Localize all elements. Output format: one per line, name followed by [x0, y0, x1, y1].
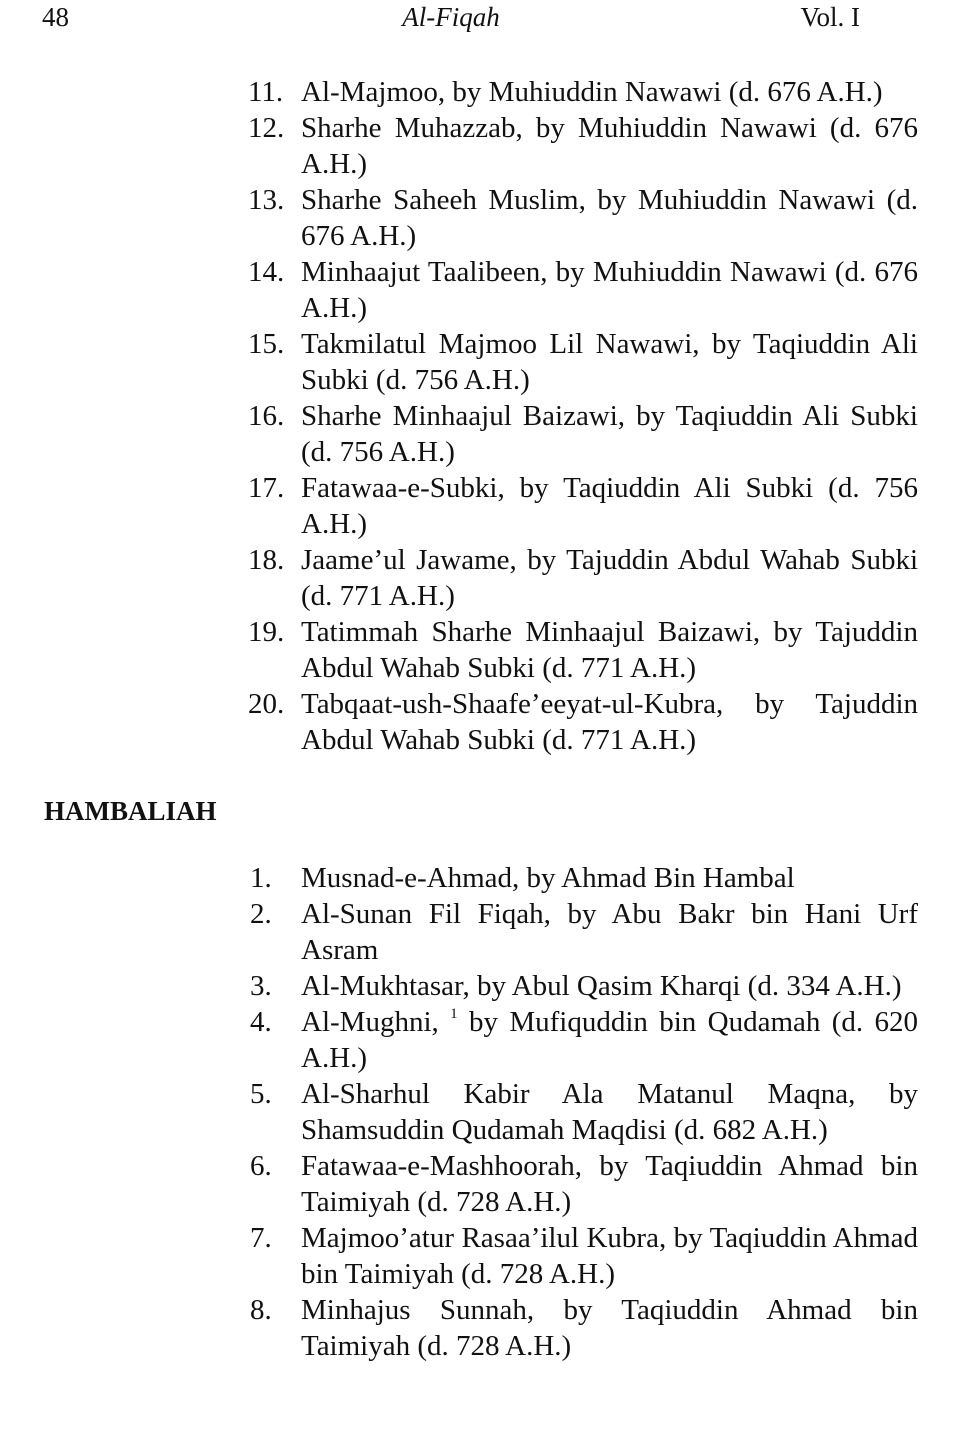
list-item [248, 614, 918, 686]
item-text: Sharhe Minhaajul Baizawi, by Taqiuddin Ali Subki (d. 756 A.H.) [301, 400, 918, 468]
item-number: 7. [250, 1222, 272, 1254]
list-item [248, 470, 918, 542]
item-number: 5. [250, 1078, 272, 1110]
item-text: Al-Majmoo, by Muhiuddin Nawawi (d. 676 A.H.) [301, 76, 883, 108]
item-number: 17. [248, 472, 285, 504]
item-number: 11. [248, 76, 284, 108]
item-number: 3. [250, 970, 272, 1002]
list-item [248, 398, 918, 470]
list-item [248, 254, 918, 326]
item-text-before: Al-Mughni, [301, 1006, 439, 1038]
list-item [248, 968, 918, 1004]
item-text: Majmoo’atur Rasaa’ilul Kubra, by Taqiuddin Ahmad bin Taimiyah (d. 728 A.H.) [301, 1222, 918, 1290]
item-text: Minhajus Sunnah, by Taqiuddin Ahmad bin Taimiyah (d. 728 A.H.) [301, 1294, 918, 1362]
list-item [248, 1076, 918, 1148]
list-item [248, 860, 918, 896]
list-item [248, 110, 918, 182]
list-item [248, 326, 918, 398]
item-text: Al-Sunan Fil Fiqah, by Abu Bakr bin Hani Urf Asram [301, 898, 918, 966]
item-number: 14. [248, 256, 285, 288]
item-number: 1. [250, 862, 272, 894]
list-item [248, 896, 918, 968]
item-number: 15. [248, 328, 285, 360]
item-number: 2. [250, 898, 272, 930]
item-text: Al-Mukhtasar, by Abul Qasim Kharqi (d. 334 A.H.) [301, 970, 902, 1002]
running-title: Al-Fiqah [402, 2, 500, 32]
item-text: Sharhe Saheeh Muslim, by Muhiuddin Nawawi (d. 676 A.H.) [301, 184, 918, 252]
page-number: 48 [42, 2, 69, 32]
list-item [248, 74, 918, 110]
item-text: Sharhe Muhazzab, by Muhiuddin Nawawi (d. 676 A.H.) [301, 112, 918, 180]
list-item [248, 1220, 918, 1292]
item-number: 8. [250, 1294, 272, 1326]
list-item [248, 1148, 918, 1220]
list-item [248, 1292, 918, 1364]
item-text: Tabqaat-ush-Shaafe’eeyat-ul-Kubra, by Tajuddin Abdul Wahab Subki (d. 771 A.H.) [301, 688, 918, 756]
item-number: 4. [250, 1006, 272, 1038]
item-number: 16. [248, 400, 285, 432]
item-text [301, 1006, 918, 1074]
section-heading-hambaliah: HAMBALIAH [44, 796, 217, 826]
item-number: 20. [248, 688, 285, 720]
item-number: 6. [250, 1150, 272, 1182]
item-text: Fatawaa-e-Mashhoorah, by Taqiuddin Ahmad bin Taimiyah (d. 728 A.H.) [301, 1150, 918, 1218]
item-number: 12. [248, 112, 285, 144]
item-text: Jaame’ul Jawame, by Tajuddin Abdul Wahab Subki (d. 771 A.H.) [301, 544, 918, 612]
item-text: Al-Sharhul Kabir Ala Matanul Maqna, by Shamsuddin Qudamah Maqdisi (d. 682 A.H.) [301, 1078, 918, 1146]
item-number: 13. [248, 184, 285, 216]
list-item [248, 542, 918, 614]
list-item [248, 1004, 918, 1076]
item-number: 19. [248, 616, 285, 648]
item-text-after: by Mufiquddin bin Qudamah (d. 620 A.H.) [301, 1006, 919, 1074]
item-text: Takmilatul Majmoo Lil Nawawi, by Taqiuddin Ali Subki (d. 756 A.H.) [301, 328, 918, 396]
item-text: Musnad-e-Ahmad, by Ahmad Bin Hambal [301, 862, 795, 894]
list-item [248, 182, 918, 254]
item-number: 18. [248, 544, 285, 576]
item-text: Fatawaa-e-Subki, by Taqiuddin Ali Subki (d. 756 A.H.) [301, 472, 918, 540]
item-text: Minhaajut Taalibeen, by Muhiuddin Nawawi (d. 676 A.H.) [301, 256, 918, 324]
footnote-marker: 1 [450, 1006, 458, 1023]
item-text: Tatimmah Sharhe Minhaajul Baizawi, by Tajuddin Abdul Wahab Subki (d. 771 A.H.) [301, 616, 918, 684]
shafiyah-book-list [248, 74, 918, 758]
page-header [42, 2, 860, 42]
list-item [248, 686, 918, 758]
volume-label: Vol. I [800, 2, 860, 32]
hambaliah-book-list [248, 860, 918, 1364]
